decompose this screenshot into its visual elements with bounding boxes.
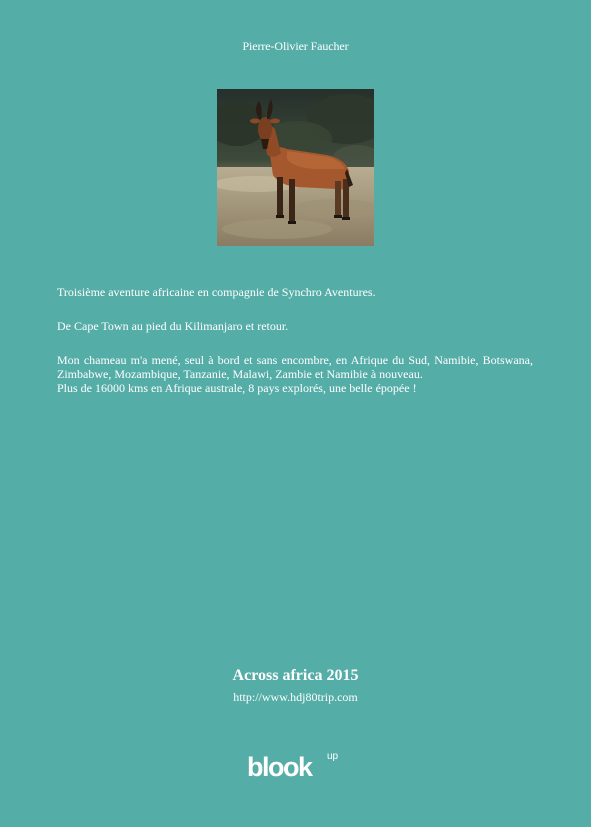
- description-paragraph: De Cape Town au pied du Kilimanjaro et retour.: [57, 319, 289, 333]
- description-paragraph: Plus de 16000 kms en Afrique australe, 8 pays explorés, une belle épopée !: [57, 381, 417, 395]
- logo-superscript: up: [327, 751, 339, 762]
- description-paragraph: Troisième aventure africaine en compagnie de Synchro Aventures.: [57, 285, 376, 299]
- antelope-photo: [217, 89, 374, 246]
- book-title: Across africa 2015: [232, 667, 359, 684]
- logo-word: blook: [247, 752, 312, 782]
- blookup-logo: [247, 752, 343, 784]
- antelope-illustration: [217, 89, 374, 246]
- description-paragraph: Mon chameau m'a mené, seul à bord et sans encombre, en Afrique du Sud, Namibie, Botswana, Zimbabwe, Mozambique, Tanzanie, Malawi, Zambie et Namibie à nouveau.: [57, 353, 533, 381]
- book-description: [57, 285, 533, 395]
- author-name: Pierre-Olivier Faucher: [242, 39, 349, 53]
- book-url: http://www.hdj80trip.com: [233, 690, 358, 704]
